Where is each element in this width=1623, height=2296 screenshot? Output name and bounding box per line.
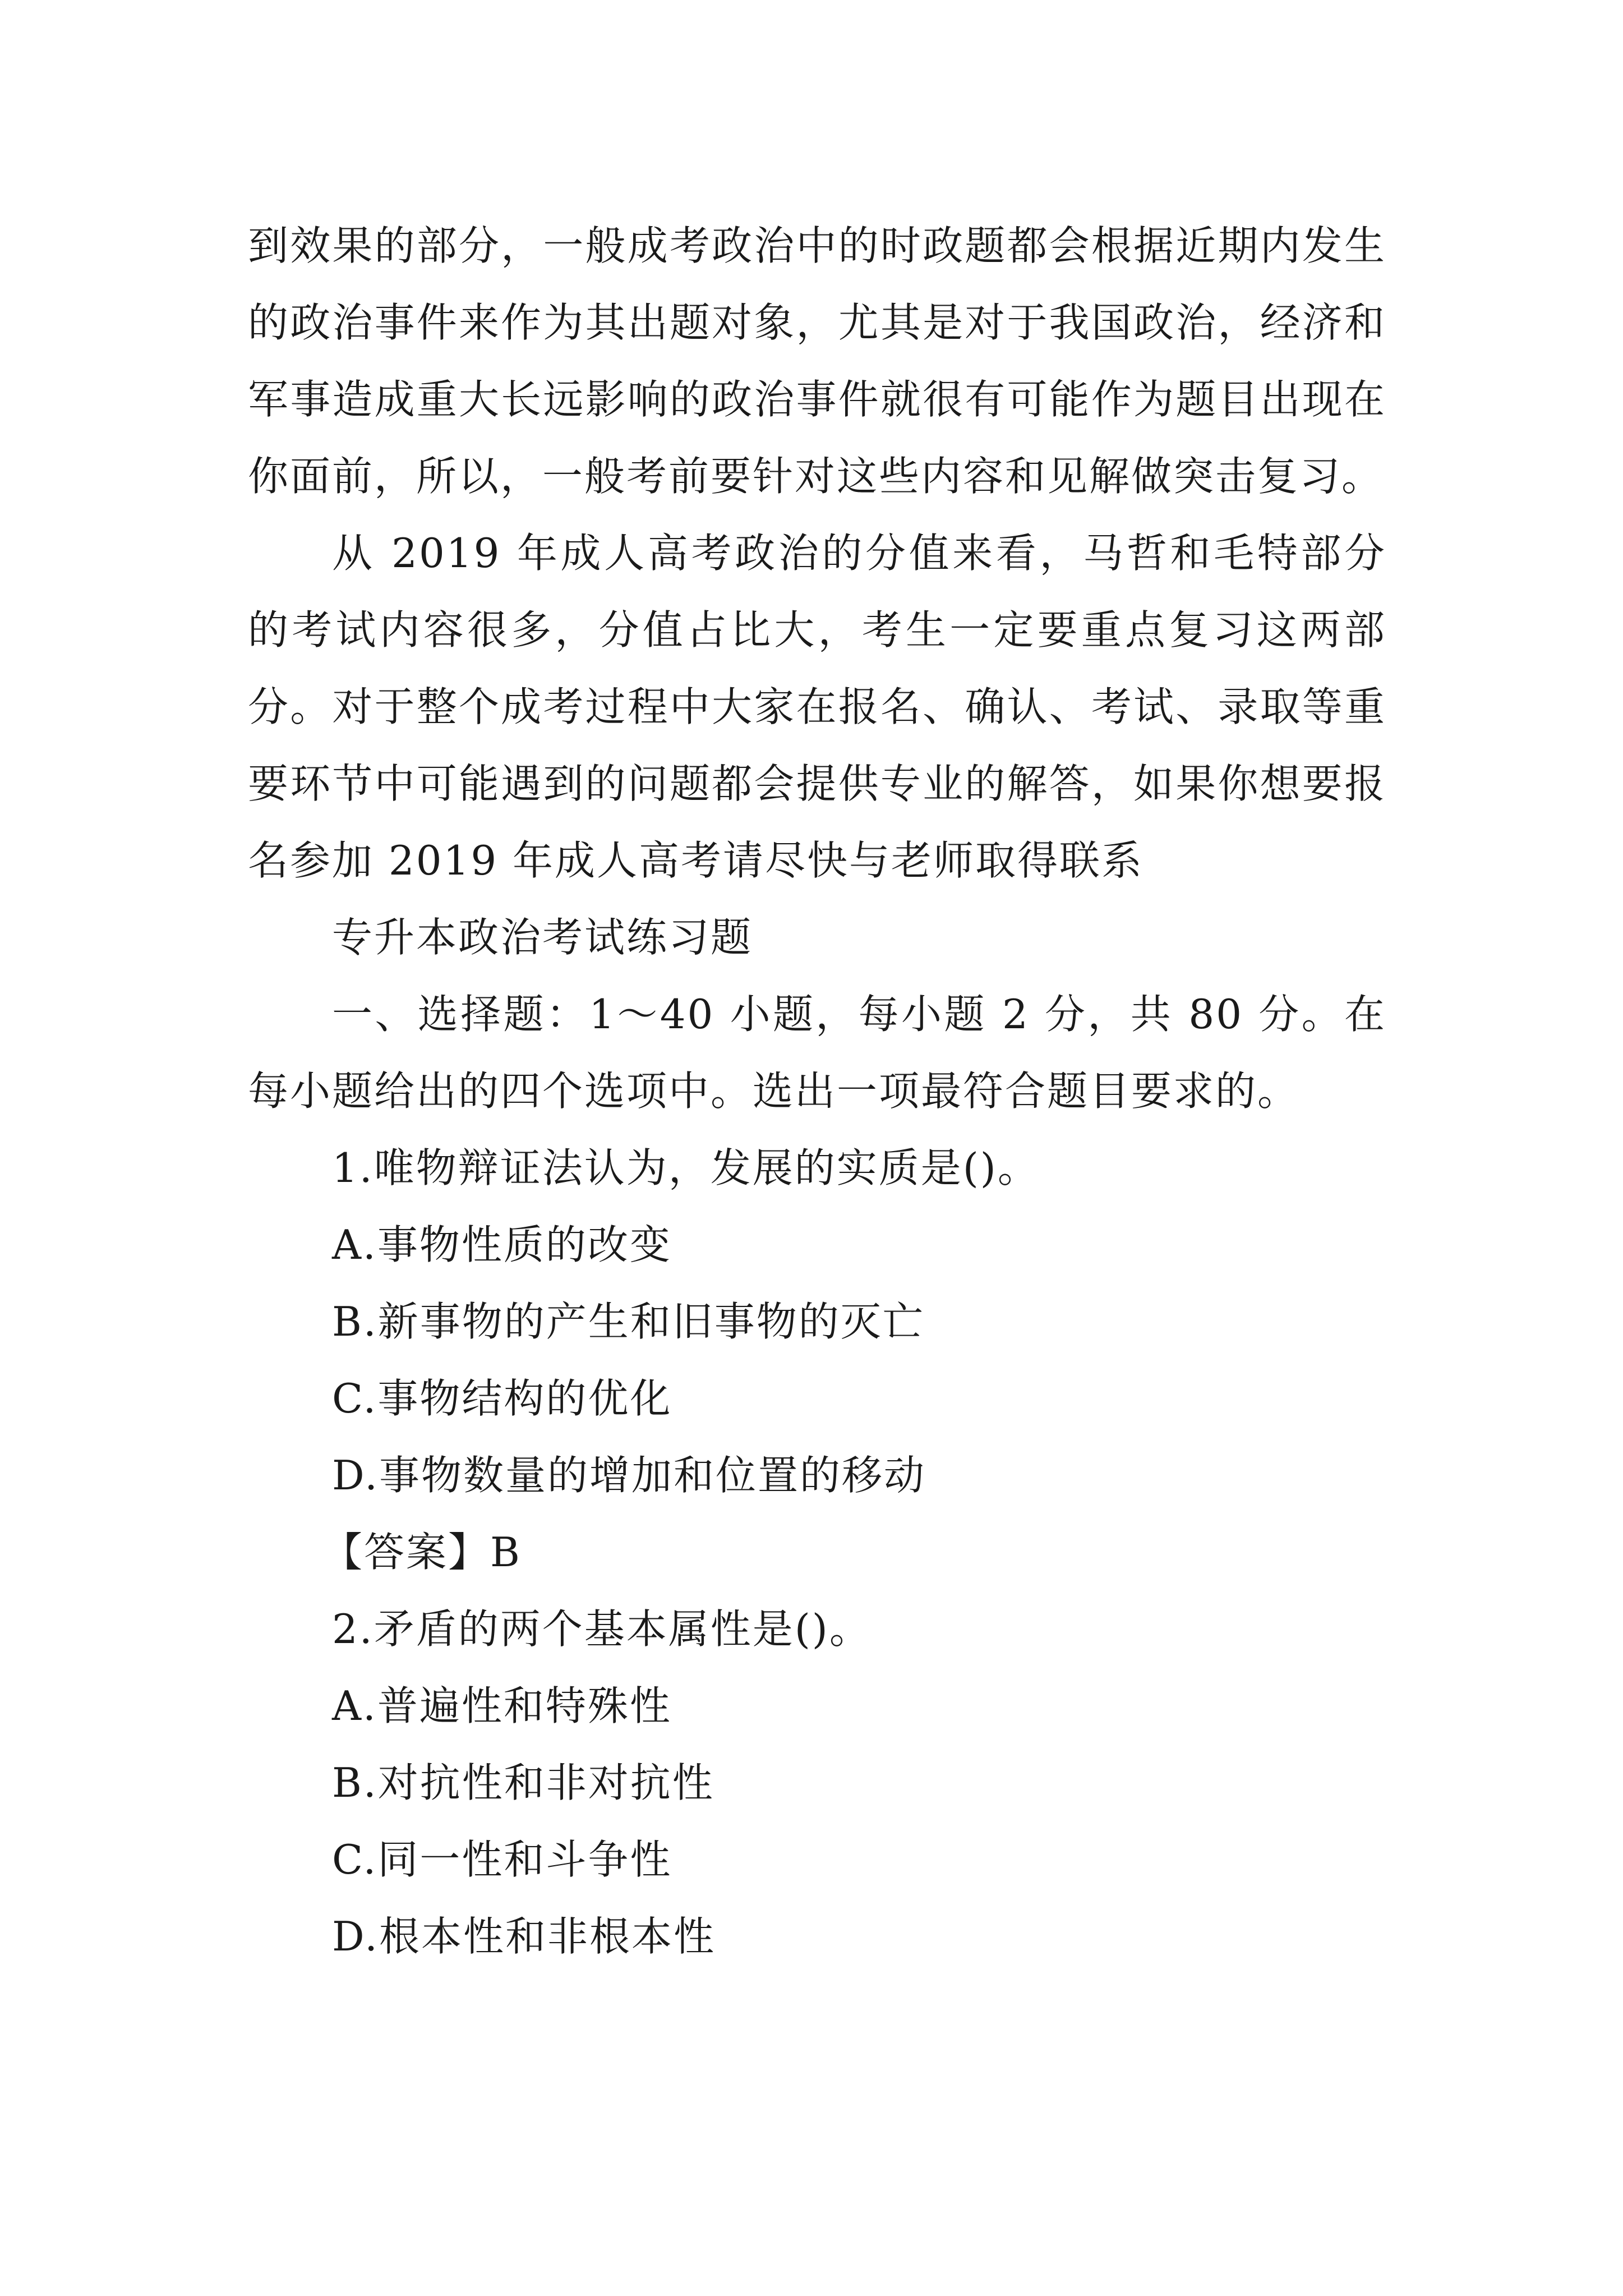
question-2-option-c: C.同一性和斗争性 — [332, 1836, 672, 1883]
question-1-option-b: B.新事物的产生和旧事物的灭亡 — [332, 1298, 925, 1345]
section-title: 专升本政治考试练习题 — [332, 914, 753, 961]
question-1-option-c: C.事物结构的优化 — [332, 1375, 672, 1422]
instructions: 一、选择题：1～40 小题，每小题 2 分，共 80 分。在每小题给出的四个选项中。选出一项最符合题目要求的。 — [248, 991, 1386, 1115]
question-2-option-a: A.普遍性和特殊性 — [332, 1682, 672, 1729]
question-2-stem: 2.矛盾的两个基本属性是()。 — [332, 1605, 872, 1653]
paragraph-score-analysis: 从 2019 年成人高考政治的分值来看，马哲和毛特部分的考试内容很多，分值占比大，考生一定要重点复习这两部分。对于整个成考过程中大家在报名、确认、考试、录取等重要环节中可能遇到的问题都会提供专业的解答，如果你想要报名参加 2019 年成人高考请尽快与老师取得联系 — [248, 530, 1386, 884]
question-2-option-b: B.对抗性和非对抗性 — [332, 1759, 714, 1806]
question-1-option-a: A.事物性质的改变 — [332, 1221, 672, 1268]
page-content — [248, 208, 1386, 1975]
question-1-answer: 【答案】B — [322, 1529, 522, 1576]
paragraph-continuation: 到效果的部分，一般成考政治中的时政题都会根据近期内发生的政治事件来作为其出题对象，尤其是对于我国政治，经济和军事造成重大长远影响的政治事件就很有可能作为题目出现在你面前，所以，一般考前要针对这些内容和见解做突击复习。 — [248, 222, 1386, 500]
question-1-option-d: D.事物数量的增加和位置的移动 — [332, 1452, 926, 1499]
question-1-stem: 1.唯物辩证法认为，发展的实质是()。 — [332, 1144, 1040, 1191]
question-2-option-d: D.根本性和非根本性 — [332, 1913, 716, 1960]
